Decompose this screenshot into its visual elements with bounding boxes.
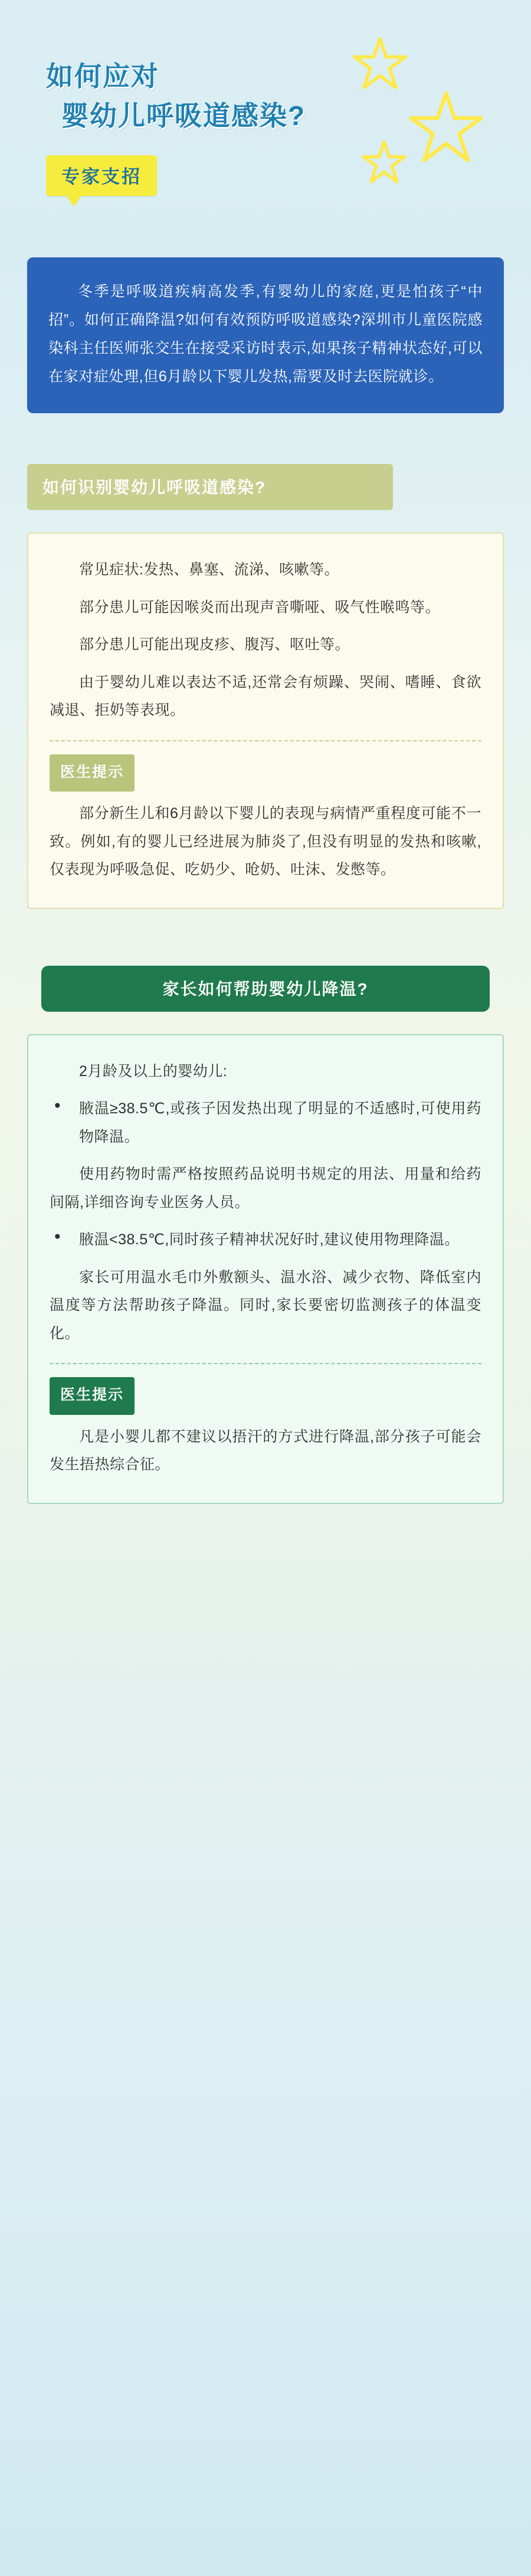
- page-title-line-1: 如何应对: [46, 61, 159, 91]
- section-2-paragraph: ● 腋温≥38.5℃,或孩子因发热出现了明显的不适感时,可使用药物降温。: [50, 1095, 481, 1151]
- section-1-tip-text: 部分新生儿和6月龄以下婴儿的表现与病情严重程度可能不一致。例如,有的婴儿已经进展为肺炎了,但没有明显的发热和咳嗽,仅表现为呼吸急促、吃奶少、呛奶、吐沫、发憋等。: [50, 805, 481, 878]
- section-2-paragraph: ● 腋温<38.5℃,同时孩子精神状况好时,建议使用物理降温。: [50, 1226, 481, 1254]
- intro-card: [27, 257, 504, 413]
- section-1-tip-label: 医生提示: [50, 754, 135, 792]
- section-2-divider: [50, 1363, 481, 1364]
- section-1-paragraph: 由于婴幼儿难以表达不适,还常会有烦躁、哭闹、嗜睡、食欲减退、拒奶等表现。: [50, 674, 481, 719]
- section-2-tip-text: 凡是小婴儿都不建议以捂汗的方式进行降温,部分孩子可能会发生捂热综合征。: [50, 1428, 481, 1473]
- section-heading-2: 家长如何帮助婴幼儿降温?: [41, 966, 490, 1012]
- section-2-paragraph: 家长可用温水毛巾外敷额头、温水浴、减少衣物、降低室内温度等方法帮助孩子降温。同时,家长要密切监测孩子的体温变化。: [50, 1269, 481, 1342]
- section-2-tip-label: 医生提示: [50, 1377, 135, 1415]
- section-2-paragraph: 2月龄及以上的婴幼儿:: [79, 1063, 228, 1080]
- section-1-paragraph: 部分患儿可能出现皮疹、腹泻、呕吐等。: [79, 636, 350, 653]
- section-heading-1: 如何识别婴幼儿呼吸道感染?: [27, 464, 393, 510]
- intro-text: 冬季是呼吸道疾病高发季,有婴幼儿的家庭,更是怕孩子“中招”。如何正确降温?如何有效预防呼吸道感染?深圳市儿童医院感染科主任医师张交生在接受采访时表示,如果孩子精神状态好,可以在家对症处理,但6月龄以下婴儿发热,需要及时去医院就诊。: [48, 283, 483, 385]
- section-1-paragraph: 部分患儿可能因喉炎而出现声音嘶哑、吸气性喉鸣等。: [79, 599, 441, 616]
- section-card-2: [27, 1034, 504, 1504]
- page-title-line-2: 婴幼儿呼吸道感染?: [61, 100, 306, 131]
- section-2-paragraph: 使用药物时需严格按照药品说明书规定的用法、用量和给药间隔,详细咨询专业医务人员。: [50, 1166, 481, 1211]
- section-1-paragraph: 常见症状:发热、鼻塞、流涕、咳嗽等。: [79, 561, 339, 578]
- section-1-divider: [50, 740, 481, 741]
- section-card-1: [27, 532, 504, 909]
- page-header: [0, 0, 531, 196]
- expert-tag: 专家支招: [46, 155, 157, 196]
